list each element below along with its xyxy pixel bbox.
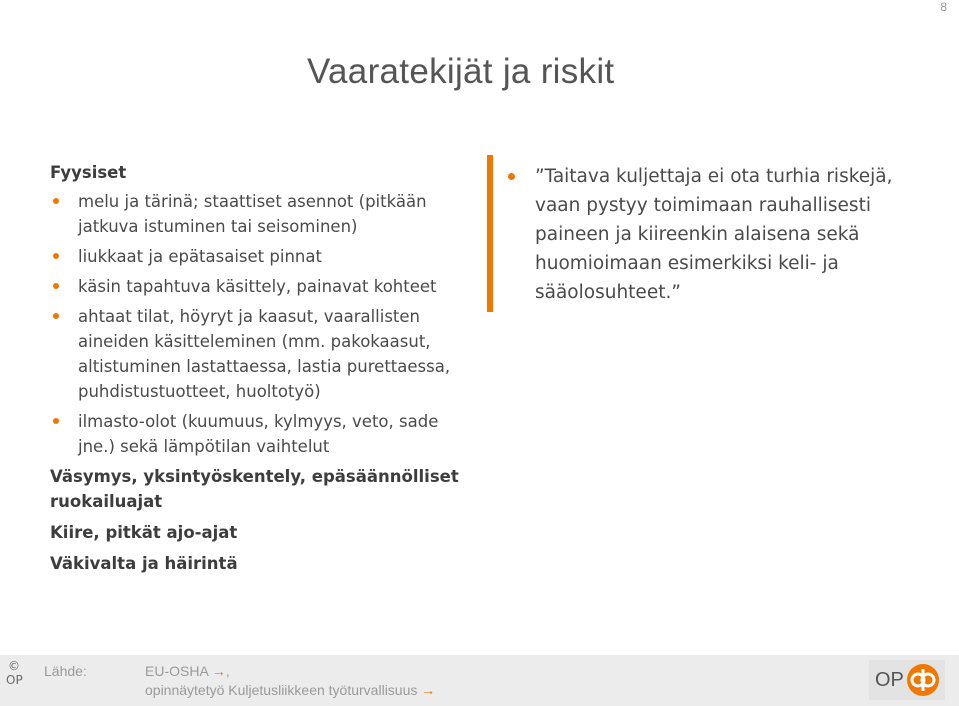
list-item [50, 409, 480, 459]
page-number: 8 [940, 0, 947, 14]
bullet-icon [508, 173, 515, 180]
section-heading-physical: Fyysiset [50, 163, 127, 182]
bullet-icon [53, 253, 59, 259]
left-column [50, 160, 480, 576]
source-link-thesis[interactable] [145, 682, 435, 698]
quote-block [508, 162, 928, 307]
arrow-right-icon: → [211, 663, 226, 679]
accent-divider-bar [487, 155, 493, 312]
bullet-icon [53, 198, 59, 204]
copyright-label: © OP [6, 659, 23, 687]
list-item-text: ilmasto-olot (kuumuus, kylmyys, veto, sade jne.) sekä lämpötilan vaihtelut [78, 412, 439, 456]
bullet-icon [53, 313, 59, 319]
quote-text: ”Taitava kuljettaja ei ota turhia riskejä, vaan pystyy toimimaan rauhallisesti paineen ja kiireenkin alaisena sekä huomioimaan esimerkiksi keli- ja sääolosuhteet.” [535, 166, 893, 303]
bold-line-violence: Väkivalta ja häirintä [50, 554, 238, 573]
footer-bar [0, 655, 959, 706]
link-suffix: , [225, 663, 230, 679]
bold-line-hurry: Kiire, pitkät ajo-ajat [50, 523, 238, 542]
source-label: Lähde: [44, 663, 87, 679]
list-item [50, 274, 480, 299]
list-item [50, 304, 480, 404]
list-item [50, 189, 480, 239]
source-link-eu-osha[interactable] [145, 663, 230, 679]
bullet-list [50, 189, 480, 459]
op-logo [869, 660, 945, 700]
slide-title: Vaaratekijät ja riskit [307, 52, 615, 91]
list-item-text: ahtaat tilat, höyryt ja kaasut, vaarallisten aineiden käsitteleminen (mm. pakokaasut, altistuminen lastattaessa, lastia purettaessa, puhdistustuotteet, huoltotyö) [78, 307, 451, 401]
bullet-icon [53, 283, 59, 289]
link-text[interactable]: opinnäytetyö Kuljetusliikkeen työturvallisuus [145, 682, 418, 698]
link-text[interactable]: EU-OSHA [145, 663, 209, 679]
list-item-text: melu ja tärinä; staattiset asennot (pitkään jatkuva istuminen tai seisominen) [78, 192, 427, 236]
list-item-text: käsin tapahtuva käsittely, painavat kohteet [78, 277, 437, 296]
op-symbol-icon [906, 663, 940, 697]
list-item-text: liukkaat ja epätasaiset pinnat [78, 247, 322, 266]
arrow-right-icon: → [421, 682, 436, 698]
list-item [50, 244, 480, 269]
bullet-icon [53, 418, 59, 424]
bold-line-fatigue: Väsymys, yksintyöskentely, epäsäännölliset ruokailuajat [50, 467, 459, 511]
logo-text: OP [875, 669, 904, 691]
